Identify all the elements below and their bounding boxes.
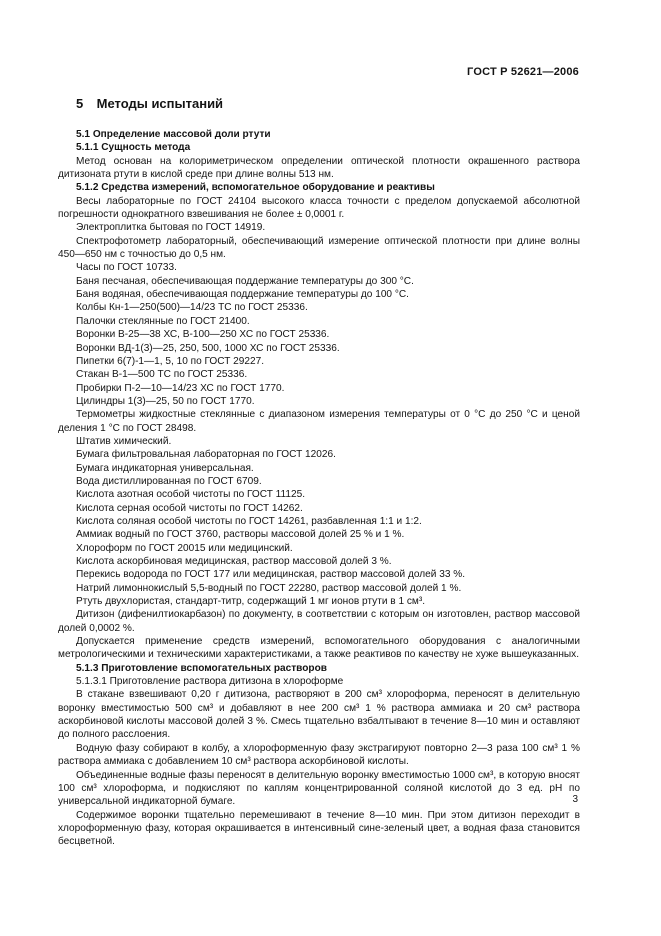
page-number: 3 <box>572 794 578 805</box>
section-number: 5 <box>76 96 84 111</box>
body-paragraph: Стакан В-1—500 ТС по ГОСТ 25336. <box>76 369 248 381</box>
body-paragraph: Бумага индикаторная универсальная. <box>76 462 254 474</box>
body-paragraph: Термометры жидкостные стеклянные с диапазоном измерения температуры от 0 °С до 250 °С и ценой деления 1 °С по ГОСТ 28498. <box>58 409 580 434</box>
body-paragraph: Пробирки П-2—10—14/23 ХС по ГОСТ 1770. <box>76 382 285 394</box>
section-title: Методы испытаний <box>96 96 224 111</box>
body-paragraph: Хлороформ по ГОСТ 20015 или медицинский. <box>76 542 293 554</box>
clause-heading: 5.1.3 Приготовление вспомогательных растворов <box>76 662 327 674</box>
body-paragraph: Спектрофотометр лабораторный, обеспечивающий измерение оптической плотности при длине волны 450—650 нм с точностью до 0,5 нм. <box>58 235 580 261</box>
clause-heading: 5.1.1 Сущность метода <box>76 142 191 154</box>
body-paragraph: Вода дистиллированная по ГОСТ 6709. <box>76 475 262 487</box>
body-paragraph: Кислота соляная особой чистоты по ГОСТ 14261, разбавленная 1:1 и 1:2. <box>76 515 422 527</box>
body-paragraph: Штатив химический. <box>76 435 172 447</box>
body-paragraph: Кислота азотная особой чистоты по ГОСТ 11125. <box>76 489 306 501</box>
subclause-heading: 5.1.3.1 Приготовление раствора дитизона в хлороформе <box>76 676 344 688</box>
body-paragraph: В стакане взвешивают 0,20 г дитизона, растворяют в 200 см³ хлороформа, переносят в делительную воронку вместимостью 500 см³ и добавляют в нее 200 см³ 1 % раствора аммиака и 20 см³ раствора аскорбиновой кислоты массовой долей 3 %. Смесь тщательно взбалтывают в течение 8—10 мин и оставляют до полного расслоения. <box>58 689 580 741</box>
section-heading <box>76 96 580 112</box>
body-paragraph: Кислота серная особой чистоты по ГОСТ 14262. <box>76 502 303 514</box>
body-paragraph: Перекись водорода по ГОСТ 177 или медицинская, раствор массовой долей 33 %. <box>76 569 466 581</box>
body-paragraph: Пипетки 6(7)-1—1, 5, 10 по ГОСТ 29227. <box>76 355 265 367</box>
subsection-heading: 5.1 Определение массовой доли ртути <box>76 129 271 140</box>
body-paragraph: Кислота аскорбиновая медицинская, раствор массовой долей 3 %. <box>76 556 392 567</box>
body-paragraph: Колбы Кн-1—250(500)—14/23 ТС по ГОСТ 25336. <box>76 302 308 314</box>
body-paragraph: Цилиндры 1(3)—25, 50 по ГОСТ 1770. <box>76 395 255 407</box>
standard-header: ГОСТ Р 52621—2006 <box>467 66 579 78</box>
body-paragraph: Воронки ВД-1(3)—25, 250, 500, 1000 ХС по ГОСТ 25336. <box>76 342 340 354</box>
body-paragraph: Баня водяная, обеспечивающая поддержание температуры до 100 °С. <box>76 289 409 301</box>
paragraph-list <box>58 128 580 849</box>
body-paragraph: Водную фазу собирают в колбу, а хлороформенную фазу экстрагируют повторно 2—3 раза 100 см³ 1 % раствора аммиака с добавлением 10 см³ раствора аскорбиновой кислоты. <box>58 742 580 768</box>
body-paragraph: Дитизон (дифенилтиокарбазон) по документу, в соответствии с которым он изготовлен, раствор массовой долей 0,0002 %. <box>58 609 580 634</box>
body-paragraph: Часы по ГОСТ 10733. <box>76 262 177 274</box>
body-paragraph: Аммиак водный по ГОСТ 3760, растворы массовой долей 25 % и 1 %. <box>76 529 405 541</box>
body-paragraph: Натрий лимоннокислый 5,5-водный по ГОСТ 22280, раствор массовой долей 1 %. <box>76 582 462 594</box>
body-paragraph: Бумага фильтровальная лабораторная по ГОСТ 12026. <box>76 449 336 461</box>
clause-heading: 5.1.2 Средства измерений, вспомогательное оборудование и реактивы <box>76 182 435 194</box>
body-paragraph: Ртуть двухлористая, стандарт-титр, содержащий 1 мг ионов ртути в 1 см³. <box>76 596 426 608</box>
body-paragraph: Электроплитка бытовая по ГОСТ 14919. <box>76 222 266 234</box>
body-paragraph: Весы лабораторные по ГОСТ 24104 высокого класса точности с пределом допускаемой абсолютной погрешности однократного взвешивания не более ± 0,0001 г. <box>58 195 580 221</box>
body-paragraph: Содержимое воронки тщательно перемешивают в течение 8—10 мин. При этом дитизон переходит в хлороформенную фазу, которая окрашивается в интенсивный сине-зеленый цвет, а водная фаза становится бесцветной. <box>58 809 580 848</box>
body-paragraph: Допускается применение средств измерений, вспомогательного оборудования с аналогичными метрологическими и техническими характеристиками, а также реактивов по качеству не хуже вышеуказанных. <box>58 636 580 661</box>
body-paragraph: Баня песчаная, обеспечивающая поддержание температуры до 300 °С. <box>76 275 414 287</box>
document-body <box>58 96 580 849</box>
body-paragraph: Метод основан на колориметрическом определении оптической плотности окрашенного раствора дитизоната ртути в кислой среде при длине волны 513 нм. <box>58 155 580 181</box>
body-paragraph: Объединенные водные фазы переносят в делительную воронку вместимостью 1000 см³, в которую вносят 100 см³ хлороформа, и подкисляют по каплям концентрированной соляной кислотой до 3 ед. рН по универсальной индикаторной бумаге. <box>58 769 580 808</box>
body-paragraph: Палочки стеклянные по ГОСТ 21400. <box>76 315 250 327</box>
body-paragraph: Воронки В-25—38 ХС, В-100—250 ХС по ГОСТ 25336. <box>76 329 330 341</box>
